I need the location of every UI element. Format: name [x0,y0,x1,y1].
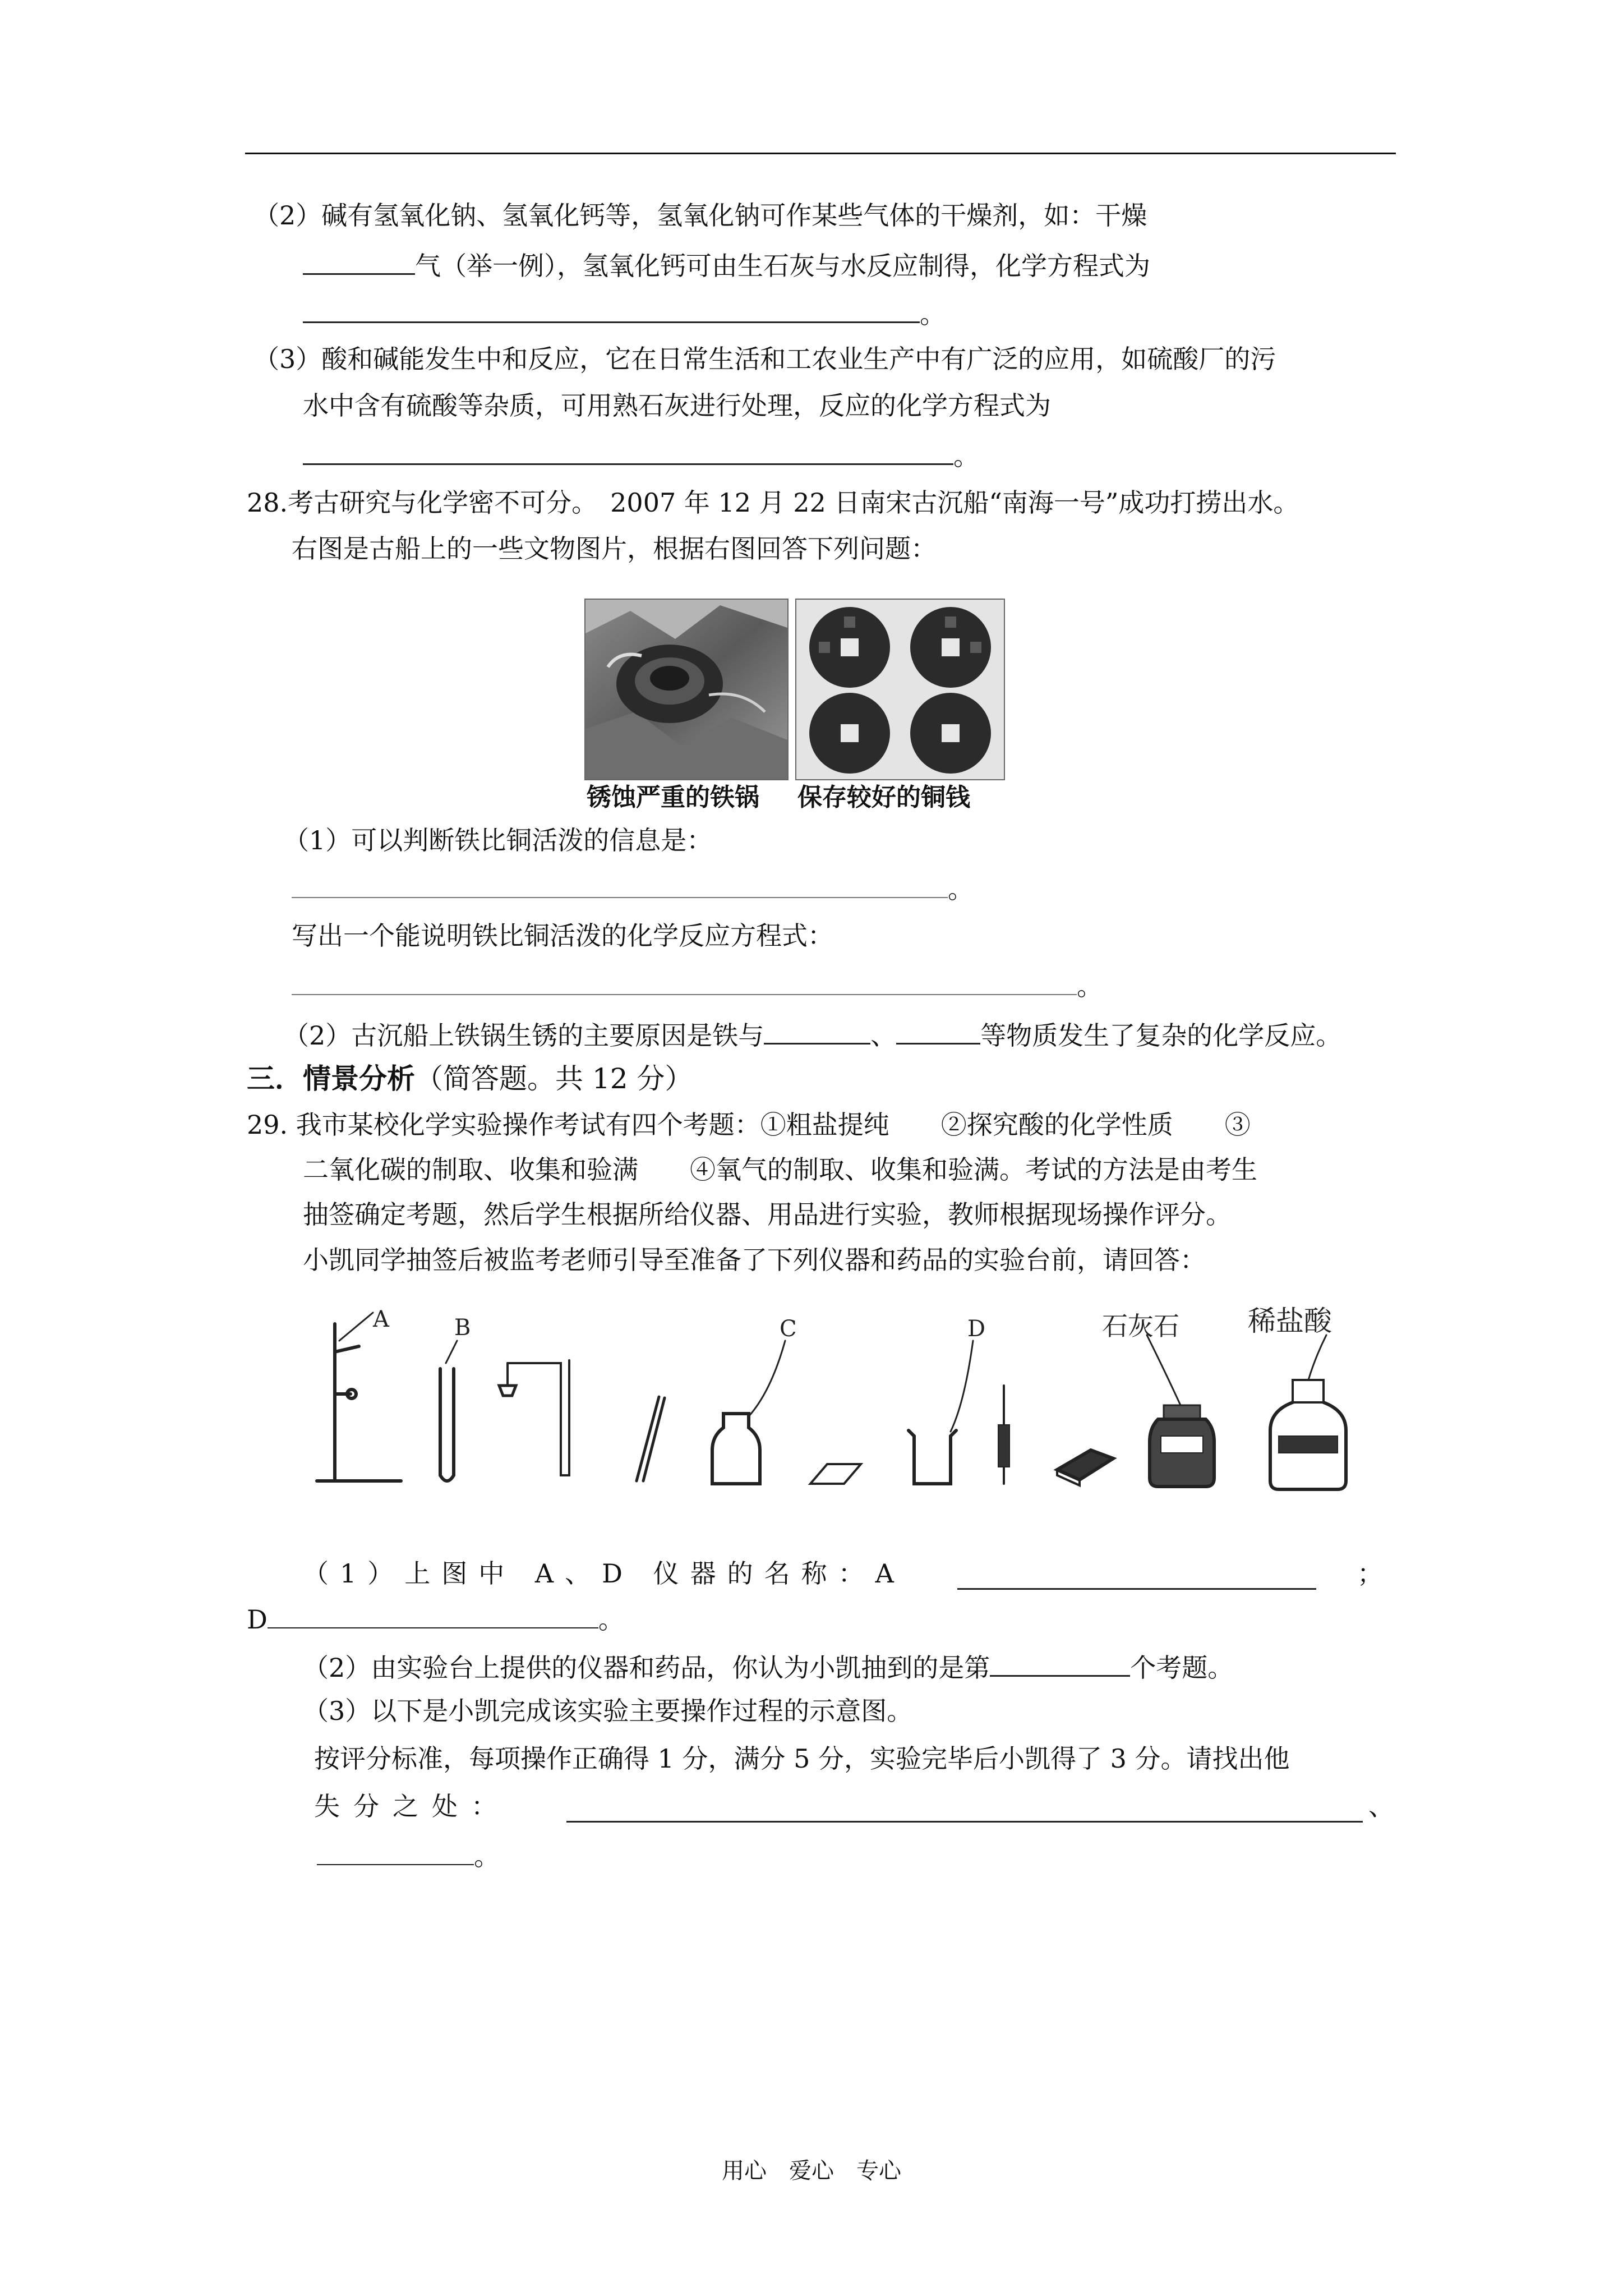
rusted-iron-pot-photo [584,599,789,780]
answer-blank[interactable] [303,247,415,275]
q27-p2-line3: 。 [303,296,946,331]
q29-p3c: 失分之处： [314,1791,510,1821]
acid-bottle-icon [1270,1335,1346,1489]
q28-p1b: 写出一个能说明铁比铜活泼的化学反应方程式： [292,921,833,951]
answer-blank[interactable] [292,871,948,898]
answer-blank-a[interactable] [957,1562,1316,1590]
bent-tube-stopper-icon [499,1360,569,1475]
q29-p2: （2）由实验台上提供的仪器和药品，你认为小凯抽到的是第 个考题。 [303,1649,1233,1685]
answer-blank[interactable] [566,1795,1363,1823]
iron-pot-caption: 锈蚀严重的铁锅 [587,783,759,812]
q27-p3-line2: 水中含有硫酸等杂质，可用熟石灰进行处理，反应的化学方程式为 [303,390,1051,421]
q29-line3: 抽签确定考题，然后学生根据所给仪器、用品进行实验，教师根据现场操作评分。 [303,1199,1232,1230]
q28-intro-line2: 右图是古船上的一些文物图片，根据右图回答下列问题： [292,533,937,564]
answer-blank[interactable] [896,1017,980,1045]
q27-p2-line2: 气（举一例），氢氧化钙可由生石灰与水反应制得，化学方程式为 [303,247,1150,283]
limestone-jar-icon [1147,1335,1214,1487]
q27-p3-line3: 。 [303,438,979,473]
q29-p1-semicolon: ； [1357,1558,1383,1589]
q29-p3: （3）以下是小凯完成该实验主要操作过程的示意图。 [303,1696,913,1726]
q29-line4: 小凯同学抽签后被监考老师引导至准备了下列仪器和药品的实验台前，请回答： [303,1245,1206,1275]
matchbox-icon [1057,1450,1113,1485]
glass-plate-icon [810,1464,861,1484]
fig-label-d: D [967,1316,986,1342]
fig-label-acid: 稀盐酸 [1248,1305,1332,1337]
test-tube-icon [440,1341,457,1481]
beaker-icon [909,1341,973,1484]
q29-p1-d: D 。 [247,1602,624,1636]
thermometer-icon [998,1386,1009,1484]
fig-label-limestone: 石灰石 [1102,1311,1179,1341]
q29-p3c-end: 、 [1368,1791,1394,1821]
q29-p1: （1）上图中 A、D 仪器的名称：A [303,1558,905,1589]
q27-p3-line1: （3）酸和碱能发生中和反应，它在日常生活和工农业生产中有广泛的应用，如硫酸厂的污 [253,344,1276,374]
answer-blank[interactable] [317,1838,474,1865]
q28-intro-line1: 28.考古研究与化学密不可分。 2007 年 12 月 22 日南宋古沉船“南海一号”成功打捞出水。 [247,487,1299,518]
gas-bottle-icon [712,1341,785,1484]
page-footer: 用心 爱心 专心 [722,2158,901,2184]
answer-blank[interactable] [303,296,920,323]
apparatus-figure [306,1301,1422,1526]
iron-stand-icon [317,1313,401,1481]
fig-label-c: C [780,1316,797,1342]
q29-line1: 29. 我市某校化学实验操作考试有四个考题：①粗盐提纯 ②探究酸的化学性质 ③ [247,1110,1251,1140]
header-rule [245,153,1396,154]
section-3-heading: 三．情景分析（简答题。共 12 分） [247,1062,693,1095]
answer-blank[interactable] [764,1017,870,1045]
answer-blank[interactable] [990,1649,1130,1677]
q28-p2: （2）古沉船上铁锅生锈的主要原因是铁与 、 等物质发生了复杂的化学反应。 [283,1017,1341,1052]
q28-p1b-answer-line: 。 [292,968,1103,1003]
q28-p1: （1）可以判断铁比铜活泼的信息是： [283,825,713,855]
q27-p2-line1: （2）碱有氢氧化钠、氢氧化钙等，氢氧化钠可作某些气体的干燥剂，如：干燥 [253,200,1147,231]
q29-p3b: 按评分标准，每项操作正确得 1 分，满分 5 分，实验完毕后小凯得了 3 分。请找出他 [314,1743,1290,1774]
fig-label-b: B [454,1315,471,1341]
copper-coin-caption: 保存较好的铜钱 [797,783,970,812]
q29-line2: 二氧化碳的制取、收集和验满 ④氧气的制取、收集和验满。考试的方法是由考生 [303,1154,1257,1185]
tweezers-icon [637,1397,665,1481]
q28-p1-answer-line: 。 [292,871,974,906]
answer-blank-d[interactable] [268,1602,598,1628]
fig-label-a: A [373,1306,389,1332]
answer-blank[interactable] [303,438,953,465]
q29-p3d: 。 [317,1838,500,1873]
copper-coins-photo [795,599,1005,780]
answer-blank[interactable] [292,968,1077,995]
